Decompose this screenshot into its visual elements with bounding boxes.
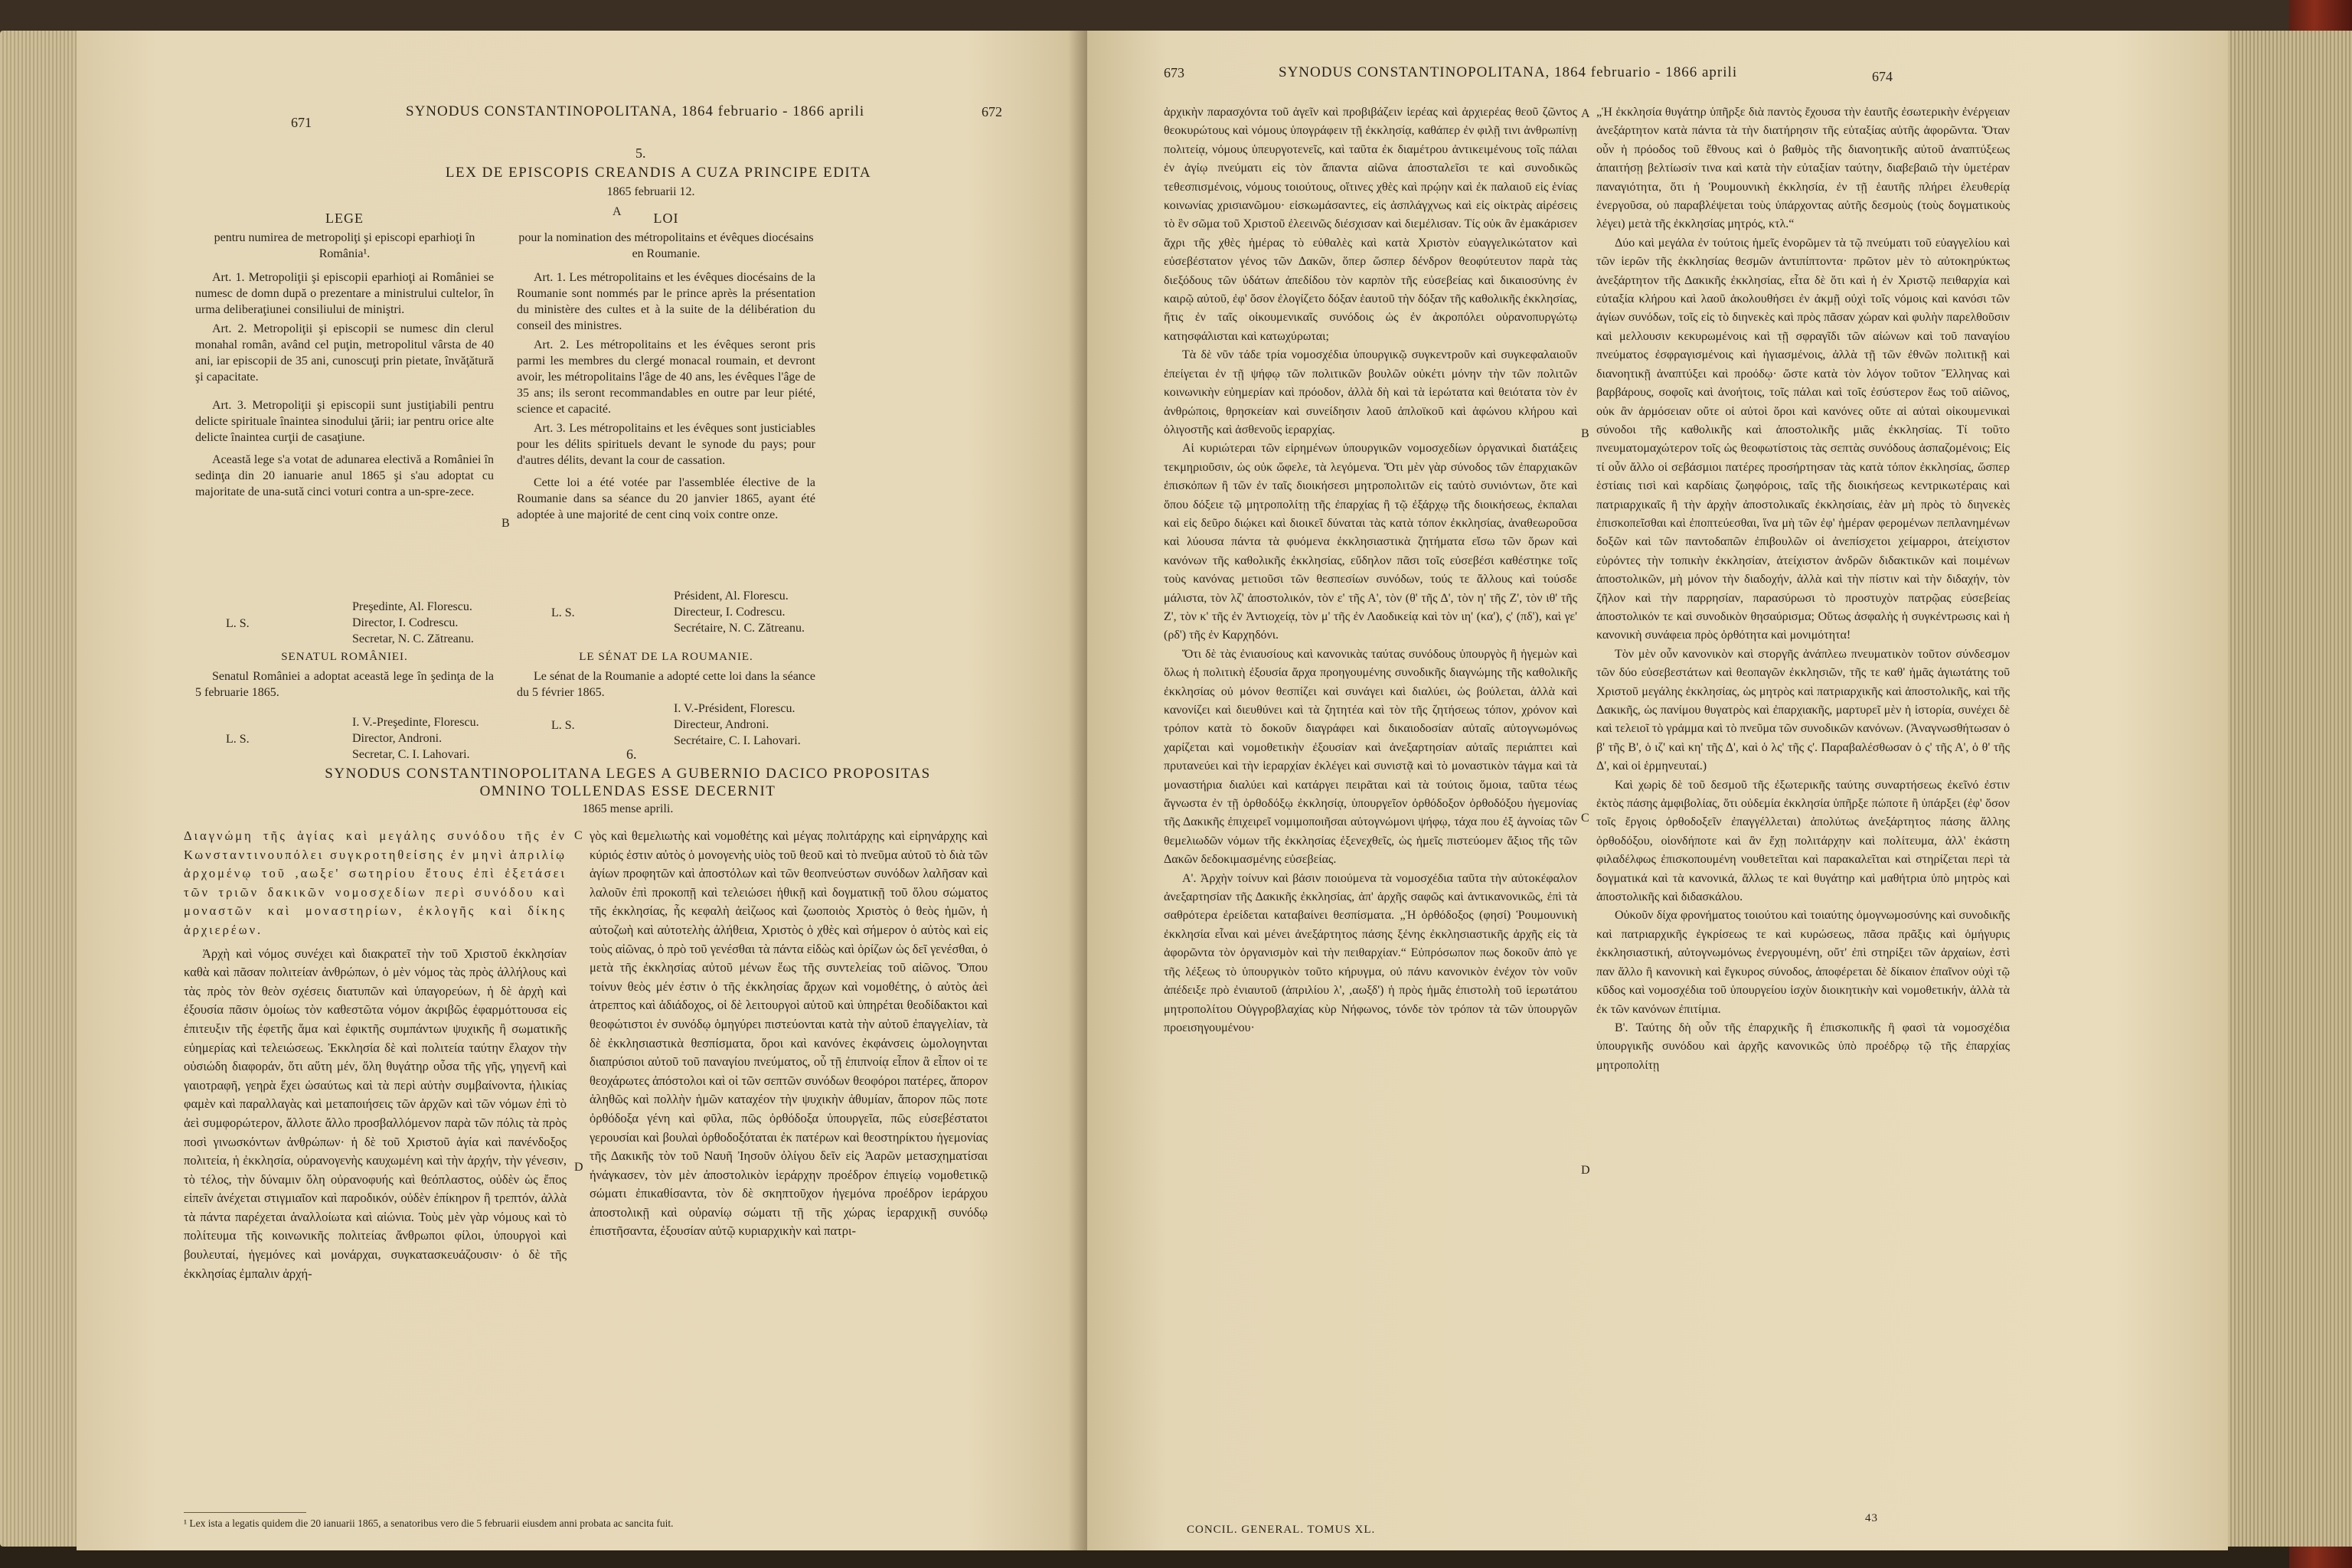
signatures	[674, 701, 801, 749]
signature-line: Secrétaire, N. C. Zătreanu.	[674, 622, 805, 635]
section-number: 6.	[626, 746, 637, 762]
greek-column-right	[1596, 103, 2010, 1075]
section-date: 1865 februarii 12.	[606, 185, 695, 198]
signature-line: Directeur, Androni.	[674, 718, 769, 731]
column-marker: D	[1581, 1164, 1590, 1177]
greek-paragraph: Αἱ κυριώτεραι τῶν εἰρημένων ὑπουργικῶν νομοσχεδίων ὀργανικαὶ διατάξεις τεκμηριοῦσιν, ὡς οὐκ ὤφελε, τὰ λεγόμενα. Ὅτι μὲν γὰρ σύνοδος τῶν ἐπαρχιακῶν ἐπισκόπων ἢ τῶν ἐν ταῖς διοικήσεσι μητροπολιτῶν εἰς ταὐτὸ συνιόντων, ὅτε καὶ ὅπου δόξειε τῷ μητροπολίτῃ τῆς ἐπαρχίας ἢ τῷ ἐξάρχῳ τῆς διοικήσεως, ἐκπαλαι καὶ εἰς δεῦρο διῴκει καὶ διοικεῖ δύναται τὰς κατὰ τόπον ἐκκλησίας, ἀναθεωροῦσα καὶ λύουσα πάντα τὰ φυόμενα ἐκκλησιαστικὰ ζητήματα εἴσω τῶν ὅρων καὶ κανόνων τῆς καθολικῆς ἐκκλησίας, εὔδηλον πᾶσι τοῖς εὐσεβέσι καθέστηκε τοῖς τοὺς κανόνας μετιοῦσι τῶν θεσπεσίων συνόδων, τούς τε ἄλλους καὶ τούσδε μάλιστα, τὸν λζ' ἀποστολικόν, τὸν ε' τῆς Α', τὸν (θ' τῆς Δ', τὸν η' τῆς Ζ', τὸν ιθ' τῆς Ζ', τὸν κ' τῆς ἐν Ἀντιοχείᾳ, τὸν μ' τῆς ἐν Λαοδικείᾳ καὶ τὸν ιη' (κα'), ς' (πδ'), καὶ γε' (ρδ') τῆς ἐν Καρχηδόνι.	[1164, 442, 1577, 642]
signature-line: Director, Androni.	[352, 732, 443, 745]
article-3: Art. 3. Les métropolitains et les évêques sont justiciables pour les délits spirituels devant le synode du pays; pour d'autres délits, devant la cour de cassation.	[517, 422, 815, 467]
greek-column-left	[184, 827, 567, 1283]
greek-paragraph: Οὐκοῦν δίχα φρονήματος τοιούτου καὶ τοιαύτης ὁμογνωμοσύνης καὶ συνοδικῆς καὶ πατριαρχικῆς ἐγκρίσεως τε καὶ κυρώσεως, πᾶσα πρᾶξις καὶ ὁμήγυρις ἐκκλησιαστική, αὐτογνωμόνως ἐνεργουμένη, οὔτ' ἐπὶ στηρίξει τῶν ἀρχαίων, ἐστὶ παν ἄλλο ἢ κανονικὴ καὶ ἔγκυρος σύνοδος, ἀποφέρεται δὲ δίκαιον ἐπαῖνον οὐχὶ τῷ κῦδος καὶ νομοσχέδια τοῦ ὑπουργείου ἰσχὺν διοικητικὴν καὶ νομοθετικήν, ἀλλὰ τὰ ἐκ τῶν κανόνων ἐπιτίμια.	[1596, 909, 2010, 1016]
right-page	[1087, 31, 2228, 1550]
signature-line: I. V.-Preşedinte, Florescu.	[352, 716, 479, 729]
seal-label: L. S.	[551, 719, 575, 732]
column-marker: B	[1581, 427, 1589, 440]
section-title: SYNODUS CONSTANTINOPOLITANA LEGES A GUBERNIO DACICO PROPOSITAS	[325, 766, 931, 782]
greek-paragraph: „Ἡ ἐκκλησία θυγάτηρ ὑπῆρξε διὰ παντὸς ἔχουσα τὴν ἑαυτῆς ἐσωτερικὴν ἐνέργειαν ἀνεξάρτητον κατὰ πάντα τὰ τὴν διατήρησιν τῆς εὐταξίας αὐτῆς ἀφορῶντα. Ὅταν οὖν ἡ πρόοδος τοῦ ἔθνους καὶ ὁ βαθμὸς τῆς διανοητικῆς αὐτοῦ ἀναπτύξεως ἀπαιτήσῃ βελτίωσίν τινα καὶ κατὰ τὴν εὐταξίαν ταύτην, διαβεβαιῶ τὴν ὑμετέραν παναγιότητα, ὅτι ἡ Ῥουμουνικὴ ἐκκλησία, ἐν τῇ ἑαυτῆς πλήρει ἐλευθερίᾳ ἐνεργοῦσα, οὐ παραβλέψεται τοὺς ὑπάρχοντας αὐτῆς δεσμοὺς (τοὺς δογματικοὺς λέγει) μετὰ τῆς ἐκκλησίας μητρός, κτλ.“	[1596, 106, 2010, 231]
decree-title: Διαγνώμη τῆς ἁγίας καὶ μεγάλης συνόδου τῆς ἐν Κωνσταντινουπόλει συγκροτηθείσης ἐν μηνὶ ἀπριλίῳ ἀρχομένῳ τοῦ ,αωξε' σωτηρίου ἔτους ἐπὶ ἐξετάσει τῶν τριῶν δακικῶν νομοσχεδίων περὶ συνόδου καὶ μοναστῶν καὶ μοναστηρίων, ἐκλογῆς καὶ δίκης ἀρχιερέων.	[184, 828, 567, 937]
section-date: 1865 mense aprili.	[582, 802, 674, 815]
law-intro: pour la nomination des métropolitains et évêques diocésains en Roumanie.	[518, 231, 814, 260]
page-number: 671	[291, 115, 312, 130]
page-edges-right	[2220, 31, 2352, 1547]
running-head: SYNODUS CONSTANTINOPOLITANA, 1864 februario - 1866 aprili	[406, 103, 865, 119]
column-marker: D	[574, 1161, 583, 1174]
signature-line: Président, Al. Florescu.	[674, 590, 789, 603]
greek-column-right	[590, 827, 988, 1241]
signature-line: Preşedinte, Al. Florescu.	[352, 600, 472, 613]
seal-label: L. S.	[226, 617, 250, 630]
signature-line: I. V.-Président, Florescu.	[674, 702, 795, 715]
column-marker: C	[1581, 812, 1589, 825]
vote-note: Această lege s'a votat de adunarea electivă a României în sedinţa din 20 ianuarie anul 1865 şi s'au adoptat cu majoritate de una-sută cinci voturi contra a un-spre-zece.	[195, 453, 494, 498]
signature-line: Secrétaire, C. I. Lahovari.	[674, 734, 801, 747]
signature-line: Directeur, I. Codrescu.	[674, 606, 786, 619]
page-number: 672	[982, 104, 1002, 119]
article-2: Art. 2. Metropoliţii şi episcopii se numesc din clerul monahal român, având cel puţin, metropolitul vârsta de 40 ani, iar episcopii de 35 ani, cunoscuţi prin pietate, învăţătură şi capacitate.	[195, 322, 494, 384]
greek-paragraph: Δύο καὶ μεγάλα ἐν τούτοις ἡμεῖς ἐνορῶμεν τὰ τῷ πνεύματι τοῦ εὐαγγελίου καὶ τῶν ἱερῶν τῆς ἐκκλησίας θεσμῶν ἀντιπίπτοντα· πρῶτον μὲν τὸ αὐτοκηρύκτως ἀνεξάρτητον τῆς Δακικῆς ἐκκλησίας, εἶτα δὲ ὅτι καὶ ἡ ἐν Χριστῷ πειθαρχία καὶ εὐταξία κλήρου καὶ λαοῦ ἀκολουθήσει ἐν ἀκμῇ οὐχὶ τοῖς νόμοις καὶ κανόσι τῶν ἁγίων συνόδων, τοῖς εἰς τὸ διηνεκὲς καὶ πρὸς πᾶσαν χώραν καὶ φυλὴν παρελθοῦσιν καὶ μελλουσιν κεκυρωμένοις καὶ τῇ σφραγῖδι τῶν αἰώνων καὶ τοῦ παναγίου πνεύματος ἐσφραγισμένοις καὶ ἡγιασμένοις, ἀλλὰ τῇ τῶν ἐθνῶν πολιτικῇ καὶ διανοητικῇ ἀναπτύξει καὶ προόδῳ· ὥστε κατὰ τὸν λόγον τοῦτον Ἕλληνας καὶ βαρβάρους, σοφοῖς καὶ ἀνοήτοις, τοῖς πάλαι καὶ τοῖς ἐσύστερον ἕως τοῦ αἰῶνος, οὐκ ἂν ἀρμόσειαν οὔτε οἱ αὐτοὶ ὅροι καὶ κανόνες οὔτε αἱ αὐταὶ οἰκουμενικαὶ σύνοδοι τῆς καθολικῆς καὶ ἀποστολικῆς μιᾶς ἐκκλησίας. Τί τοῦτο πνευματομαχώτερον τοῖς ὡς θεοφωτίστοις τὰς σεπτὰς συνόδους ἀσπαζομένοις; Εἰς τί οὖν ἄλλο οἱ σεβάσμιοι πατέρες προσήρτησαν τὰς κατὰ τόπον ἐκκλησίας, ὥσπερ ἑστίαις τισὶ καὶ καρδίαις ζωηφόροις, ταῖς τῆς διοικήσεως κεντρικωτέραις καὶ πατριαρχικαῖς ἢ τὴν ἀρχὴν ἀποστολικαῖς ἐκκλησίαις, ἐὰν μὴ πρὸς τὸ διηνεκὲς ἐπισκοπεῖσθαι καὶ ἐποπτεύεσθαι, ἵνα μὴ τῶν ἐφ' ἡμέραν φερομένων πεπλανημένων δοξῶν καὶ τῶν παντοδαπῶν ἐπιβουλῶν οἱ ἀνεπίσχετοι χείμαρροι, ἀτείχιστον εὑρόντες τὴν τοπικὴν ἐκκλησίαν, ἀτείχιστον ἀνδρῶν διδακτικῶν καὶ ποιμένων ἀποστολικῶν, μὴ μόνον τὴν διαδοχήν, ἀλλὰ καὶ τὴν πίστιν καὶ τὴν διδαχήν, τὸν ζῆλον καὶ τὴν παρρησίαν, παρασύρωσι τὸ προστυχὸν πατρῷας εὐσεβείας ἀποστολικόν τε καὶ συνοδικὸν θησαύρισμα; Οὕτως ἀσφαλὴς ἡ συγκέντρωσις καὶ ἡ κανονικὴ συνάφεια πρὸς ὀρθότητα καὶ μονιμότητα!	[1596, 236, 2010, 642]
article-2: Art. 2. Les métropolitains et les évêques seront pris parmi les membres du clergé monacal roumain, et devront avoir, les métropolitains l'âge de 40 ans, les évêques l'âge de 35 ans; ils seront recommandables en outre par leur piété, science et capacité.	[517, 338, 815, 416]
senate-heading: SENATUL ROMÂNIEI.	[281, 651, 408, 663]
column-marker: C	[574, 829, 583, 842]
signatures	[352, 599, 474, 647]
greek-column-left	[1164, 103, 1577, 1037]
senate-text: Senatul României a adoptat această lege în şedinţa de la 5 februarie 1865.	[195, 670, 494, 699]
greek-paragraph: γὸς καὶ θεμελιωτὴς καὶ νομοθέτης καὶ μέγας πολιτάρχης καὶ εἰρηνάρχης καὶ κύριός ἐστιν αὐτὸς ὁ μονογενὴς υἱὸς τοῦ θεοῦ καὶ τὸ πνεῦμα αὐτοῦ τὸ διὰ τῶν ἁγίων προφητῶν καὶ ἀποστόλων καὶ τῶν θεοπνεύστων συνόδων λαλῆσαν καὶ λαλοῦν ἐπὶ προκοπῇ καὶ τελειώσει ἡθικῇ καὶ δογματικῇ τοῦ ὅλου σώματος τῆς ἐκκλησίας, ἧς κεφαλὴ ἀεὶζωος καὶ ζωοποιὸς Χριστὸς ὁ θεὸς ἡμῶν, ἡ αὐτοζωὴ καὶ αὐτοτελὴς ἀλήθεια, Χριστὸς ὁ χθὲς καὶ σήμερον ὁ αὐτὸς καὶ εἰς τοὺς αἰῶνας, ὁ πρὸ τοῦ γενέσθαι τὰ πάντα εἰδὼς καὶ ὁρίζων ὡς δεῖ γενέσθαι, ὁ μετὰ τῆς ἐκκλησίας αὐτοῦ μένων ἕως τῆς συντελείας τοῦ αἰῶνος. Ὅπου τοίνυν θεὸς μέν ἐστιν ὁ τῆς ἐκκλησίας ἄρχων καὶ νομοθέτης, ὁ αὐτὸς ἀεὶ ἀτρεπτος καὶ ἀδιάδοχος, οἱ δὲ λειτουργοὶ αὐτοῦ καὶ ὑπηρέται θεοδίδακτοι καὶ θεοφώτιστοι ἐν συνόδῳ ὁμηγύρει πιστεύονται κατὰ τὴν αὐτοῦ ἐπαγγελίαν, τὰ δὲ ἐκκλησιαστικὰ θεσπίσματα, ὅροι καὶ κανόνες ἐκφάνσεις ὡμολογηνται διαπρύσιοι αὐτοῦ τοῦ παναγίου πνεύματος, οὗ τῇ ἐπιπνοίᾳ εἶπον ἃ εἶπον οἱ τε θεοχάρωτες ἀπόστολοι καὶ οἱ τῶν σεπτῶν συνόδων θεοφόροι πατέρες, ἄπορον ἀληθῶς καὶ πολλὴν ἡμῶν καταχέον τὴν ψυχικὴν ἀθυμίαν, ἄπορον πῶς ποτε ὀρθόδοξα γένη καὶ φῦλα, πῶς ὀρθόδοξα ὑπουργεῖα, πῶς εὐσεβέστατοι γερουσίαι καὶ βουλαὶ ὀρθοδοξόταται ἐκ πατέρων καὶ θεοστηρίκτου ἡγεμονίας τῆς Δακικῆς τὸν τοῦ Ναυῆ Ἰησοῦν ὀλίγου δεῖν εἰς Ἀαρῶν μετασχηματίσαι ἠνάγκασεν, τὸν μὲν ἀποστολικὸν ἱεράρχην προέδρον ἐπιγείῳ νομοθετικῷ σώματι ἐπικαθίσαντα, τὸν δὲ σκηπτοῦχον ἡγεμόνα προέδρον ἱεράρχου ἀποστολικῇ καὶ οὐρανίῳ σώματι τῇ τῆς χώρας ἱεραρχικῇ συνόδῳ ἐπιστῆσαντα, ἐξουσίαν αὐτῷ κυριαρχικὴν καὶ πατρι-	[590, 828, 988, 1239]
seal-label: L. S.	[226, 733, 250, 746]
column-heading: LEGE	[325, 211, 364, 226]
greek-paragraph: Ἀρχὴ καὶ νόμος συνέχει καὶ διακρατεῖ τὴν τοῦ Χριστοῦ ἐκκλησίαν καθὰ καὶ πᾶσαν πολιτείαν ἀνθρώπων, ὁ μὲν νόμος τὰς πρὸς ἀλλήλους καὶ τὰς πρὸς τὸν θεὸν σχέσεις διατυπῶν καὶ ὑπαγορεύων, ἡ δὲ ἀρχὴ καὶ ἐξουσία πᾶσιν ὁμοίως τὸν καθεστῶτα νόμον ἀκριβῶς ἐφαρμόττουσα εἰς ἐπιτευξιν τῆς ἐφετῆς ἅμα καὶ ἐφικτῆς συμπάντων ψυχικῆς ἢ σωματικῆς εὐημερίας καὶ τελειώσεως. Ἐκκλησία δὲ καὶ πολιτεία ταύτην ἔλαχον τὴν οὐσιώδη διαφοράν, ὅτι αὕτη μέν, ὅλη θυγάτηρ οὖσα τῆς γῆς, γηγενῆ καὶ γαιοτραφῆ, γεηρὰ ἔχει ὡσαύτως καὶ τὰ περὶ αὐτὴν συμβαίνοντα, ἡλικίας φαμὲν καὶ παραλλαγὰς καὶ μεταποιήσεις τῶν ἀρχῶν καὶ τῶν νόμων ἐπὶ τὸ ἀεὶ συμφορώτερον, ἄλλοτε ἄλλο προσβαλλόμενον παρὰ τῶν πόλις τὰ πρὸς ποσὶ γινωσκόντων ἀνθρώπων· ἡ δὲ τοῦ Χριστοῦ ἁγία καὶ πανένδοξος πολιτεία, ἡ ἐκκλησία, οὐρανογενὴς καυχωμένη καὶ τὴν ἀρχήν, τὴν γένεσιν, τὸ τέλος, τὴν δύναμιν ὅλη οὐρανοφυής καὶ θεόπλαστος, οὐδὲν ὡς ἔπος εἰπεῖν ἀνέχεται στιγμιαῖον καὶ παροδικόν, οὐδὲν ἐπίκηρον ἢ τρεπτόν, ἀλλὰ τὰ πάντα παρέχεται ἀναλλοίωτα καὶ αἰώνια. Τοὺς μὲν γὰρ νόμους καὶ τὸ πολίτευμα τῆς κοινωνικῆς πολιτείας ἄνθρωποι φίλοι, ὑπουργοὶ καὶ βουλευταί, ἡγεμόνες καὶ μονάρχαι, συγκατασκευάζουσιν· ὁ δὲ τῆς ἐκκλησίας ἐμπαλιν ἀρχή-	[184, 946, 567, 1281]
gathering-mark: 43	[1865, 1512, 1878, 1524]
column-marker: B	[501, 517, 510, 530]
footnote-rule	[184, 1512, 306, 1513]
signatures	[674, 588, 805, 636]
greek-paragraph: Β'. Ταύτης δὴ οὖν τῆς ἐπαρχικῆς ἢ ἐπισκοπικῆς ἢ φασὶ τὰ νομοσχέδια ὑπουργικῆς συνόδου καὶ ἀρχῆς κανονικῶς ὑπὸ προέδρῳ τῷ τῆς ἐπαρχίας μητροπολίτῃ	[1596, 1021, 2010, 1072]
signatures	[352, 714, 479, 763]
signature-line: Secretar, N. C. Zătreanu.	[352, 632, 474, 645]
romanian-senate	[195, 649, 494, 704]
greek-paragraph: Καὶ χωρὶς δὲ τοῦ δεσμοῦ τῆς ἐξωτερικῆς ταύτης συναρτήσεως ἐκεῖνό ἐστιν ἐκτὸς πάσης ἀμφιβολίας, ὅτι οὐδεμία ἐκκλησία ὑπῆρξε πώποτε ἢ ὑπάρξει (ἐφ' ὅσον τοῖς ἔργοις ὀρθοδοξεῖν ἐπαγγέλλεται) ἀπολύτως ἀνεξάρτητος πάσης ἄλλης ὀρθοδόξου, οἱονδήποτε καὶ ἂν ἔχῃ πολιτάρχην καὶ πολίτευμα, ἀλλ' ἑκάστη φιλαδέλφως ἐπισκοπουμένη νουθετεῖται καὶ παρακαλεῖται καὶ στηρίζεται περὶ τὰ δογματικά καὶ τὰ κανονικά, ἄλλως τε καὶ θυγάτηρ καὶ μαθήτρια ὑπὸ μητρὸς καὶ ἀποστολικῆς καὶ διδασκάλου.	[1596, 778, 2010, 904]
vote-note: Cette loi a été votée par l'assemblée élective de la Roumanie dans sa séance du 20 janvier 1865, ayant été adoptée à une majorité de cent cinq voix contre onze.	[517, 476, 815, 521]
page-number: 674	[1872, 69, 1893, 84]
greek-paragraph: ἀρχικὴν παρασχόντα τοῦ ἀγεῖν καὶ προβιβάζειν ἱερέας καὶ ἀρχιερέας θεοῦ ζῶντος θεοκυρώτους καὶ νόμους ὑπογράφειν τῇ ἐκκλησίᾳ, καθάπερ ἐν φιλῇ τινι ἀνθρωπίνῃ πολιτείᾳ, νόμους ὑπευργοτενεῖς, καὶ ταῦτα ἐκ διαμέτρου ἀντικειμένους τοῖς πάλαι ἐν ἁγίῳ πνεύματι εἰς τὸν ἅπαντα αἰῶνα ἀποσταλεῖσι τε καὶ συνοδικῶς τεθεσπισμένοις, νόμους τοιούτους, οἵτινες χθὲς καὶ πρῴην καὶ ἐκ παλαιοῦ εἰς ἑνίας κοινωνίας χρισιανῶμου· εἰσκωμάσαντες, εἰς ἀσπλάγχνως καὶ εἰς οἰκτρὰς αἱρέσεις τὸ ἓν σῶμα τοῦ Χριστοῦ ἐλεεινῶς διέσχισαν καὶ διεμέλισαν. Τίς οὐκ ἂν ἐμακάρισεν ἄχρι τῆς χθὲς ἡμέρας τὸ εὐθαλὲς καὶ κατὰ Χριστὸν εὐαγγελικώτατον καὶ εὐσεβέστατον γένος τῶν Δακῶν, ὅπερ ὥσπερ δένδρον θεοφύτευτον παρὰ τὰς διεξόδους τῶν ὑδάτων ἀπεδίδου τὸν καρπὸν τῆς εὐσεβείας καὶ δικαιοσύνης ἐν καιρῷ αὐτοῦ, ἐφ' ὅσον ἐλογίζετο δόξαν ἑαυτοῦ τὴν δόξαν τῆς καθολικῆς ἐκκλησίας, ἥτις ἐν ταῖς οἰκουμενικαῖς συνόδοις ὡς ἐν ἀκροπόλει οὐρανοπυργώτῳ κατησφάλισται καὶ κατωχύρωται;	[1164, 106, 1577, 343]
section-title: LEX DE EPISCOPIS CREANDIS A CUZA PRINCIPE EDITA	[445, 165, 872, 181]
law-intro: pentru numirea de metropoliţi şi episcopi eparhioţi în România¹.	[214, 231, 475, 260]
left-page	[77, 31, 1087, 1550]
greek-paragraph: Τὰ δὲ νῦν τάδε τρία νομοσχέδια ὑπουργικῷ συγκεντροῦν καὶ συγκεφαλαιοῦν ἐπείγεται ἐν τῇ ψήφῳ τῶν πολιτικῶν βουλῶν οὐκέτι μόνην τὴν τῶν πολιτῶν κοινωνικὴν εὐημερίαν καὶ πρόοδον, ἀλλὰ δὴ καὶ τὰ ἱερώτατα καὶ θειότατα τὸν ἐν ἀνθρώποις, θρησκείαν καὶ συνείδησιν λαοῦ ἀπλοϊκοῦ καὶ ἀφώνου κλήρου καὶ ὀλιγοστῆς καὶ ἀσθενοῦς ἱεραρχίας.	[1164, 348, 1577, 436]
article-1: Art. 1. Metropoliţii şi episcopii eparhioţi ai României se numesc de domn după o prezentare a ministrului cultelor, în urma deliberaţiunei consiliului de miniştri.	[195, 271, 494, 316]
signature-line: Secretar, C. I. Lahovari.	[352, 748, 470, 761]
greek-paragraph: Τὸν μὲν οὖν κανονικὸν καὶ στοργῆς ἀνάπλεω πνευματικὸν τοῦτον σύνδεσμον τῶν δύο εὐσεβεστάτων καὶ θεοπαγῶν ἐκκλησιῶν, τῆς τε καθ' ἡμᾶς ἁγιωτάτης τοῦ Χριστοῦ μεγάλης ἐκκλησίας, ὡς μητρὸς καὶ πατριαρχικῆς καὶ ἀποστολικῆς, καὶ τῆς Δακικῆς, ὡς πανίμου θυγατρὸς καὶ ἐπαρχιακῆς, μαρτυρεῖ μὲν ἡ ἱστορία, συνέχει δὲ καὶ τελειοῖ τὸ γράμμα καὶ τὸ πνεῦμα τῶν συνοδικῶν κανόνων. (Ἀναγνωσθήτωσαν ὁ β' τῆς Β', ὁ ιζ' καὶ κη' τῆς Δ', καὶ ὁ λς' τῆς ς'. Παραβαλέσθωσαν ὁ ς' τῆς Α', ὁ θ' τῆς Δ', καὶ οἱ ἑρμηνευταί.)	[1596, 647, 2010, 773]
romanian-column	[195, 211, 494, 503]
greek-paragraph: Α'. Ἀρχὴν τοίνυν καὶ βάσιν ποιούμενα τὰ νομοσχέδια ταῦτα τὴν αὐτοκέφαλον ἀνεξαρτησίαν τῆς Δακικῆς ἐκκλησίας, ἀπ' ἀρχῆς σαφῶς καὶ ἀντικανονικῶς, ἐπὶ τὰ σαθρότερα ἐρείδεται καταβαίνει θεσπίσματα. „Ἡ ὀρθόδοξος (φησί) Ῥουμουνικὴ ἐκκλησία εἶναι καὶ μένει ἀνεξάρτητος πάσης ξένης ἐκκλησιαστικῆς ἀρχῆς εἰς τὰ ἀφορῶντα τὸν ὀργανισμὸν καὶ τὴν πειθαρχίαν.“ Εὐπρόσωπον πως δοκοῦν ἀπὸ γε τῆς λέξεως τὸ ὑπουργικὸν τοῦτο κήρυγμα, οὐ πάνυ κανονικὸν ἐνέχον τὸν νοῦν ἀπέδειξε πρὸ ἐνιαυτοῦ (ἀπριλίου λ', ,αωξδ') ἡ πρὸς ἡμᾶς ἐπιστολὴ τοῦ ἱερωτάτου μητροπολίτου Οὐγγροβλαχίας κὺρ Νήφωνος, τόνδε τὸν τρόπον τὰ τῶν ὑπουργῶν προεισηγουμένου·	[1164, 871, 1577, 1034]
page-edges-left	[0, 31, 84, 1547]
signature-line: Director, I. Codrescu.	[352, 616, 459, 629]
senate-heading: LE SÉNAT DE LA ROUMANIE.	[579, 651, 753, 663]
running-head: SYNODUS CONSTANTINOPOLITANA, 1864 februario - 1866 aprili	[1279, 64, 1738, 80]
greek-paragraph: Ὅτι δὲ τὰς ἐνιαυσίους καὶ κανονικὰς ταύτας συνόδους ὑπουργὸς ἢ ἡγεμὼν καὶ ὅλως ἡ πολιτικὴ ἐξουσία ἄρχα προηγουμένης συνοδικῆς διαγνώμης τῆς καθολικῆς ἐκκλησίας οὐ μόνον θεσπίζει καὶ συνάγει καὶ διαλύει, ὡς βούλεται, ἀλλὰ καὶ κανονίζει καὶ διευθύνει καὶ τὰ ζητητέα καὶ τὸν τῆς ζητήσεως τόπον, χρόνον καὶ τρόπον κατὰ τὸ δοκοῦν διαγράφει καὶ δικαιοδοσίαν αὐταῖς αὐτογνωμόνως χαρίζεται καὶ νομοθετικὴν ἐξουσίαν καὶ ἀνεξαρτησίαν αὐταῖς περιάπτει καὶ πρυτανεύει καὶ τὴν ἱεραρχίαν ἐκλέγει καὶ συνιστᾷ καὶ τὸ μοναστικὸν τάγμα καὶ τὰ μοναστήρια διαλύει καὶ κατάργει πειρᾶται καὶ τὰ τούτοις ὅμοια, ταῦτα τέως ἄγνωστα ἐν τῇ ὀρθοδόξῳ ἐκκλησίᾳ, ὑπουργεῖον ὀρθόδοξον ὀρθοδόξου ἡγεμονίας τῆς Δακικῆς ἐπιχειρεῖ νομιμοποιῆσαι αὐτογνώμονι ψήφῳ, τάχα που ἐξ ἀγνοίας τῶν θεμελιωδῶν νόμων τῆς ἐκκλησίας ἐξενεχθεῖς, ὡς ἡμεῖς πιστεύομεν ἄξιος τῆς τῶν Δακῶν δεδοκιμασμένης εὐσεβείας.	[1164, 647, 1577, 867]
french-senate	[517, 649, 815, 704]
senate-text: Le sénat de la Roumanie a adopté cette loi dans la séance du 5 février 1865.	[517, 670, 815, 699]
seal-label: L. S.	[551, 606, 575, 619]
column-heading: LOI	[653, 211, 679, 226]
section-number: 5.	[635, 145, 646, 161]
volume-signature: CONCIL. GENERAL. TOMUS XL.	[1187, 1524, 1376, 1536]
article-1: Art. 1. Les métropolitains et les évêques diocésains de la Roumanie sont nommés par le prince après la présentation du ministère des cultes et à la suite de la délibération du conseil des ministres.	[517, 271, 815, 332]
page-number: 673	[1164, 65, 1184, 80]
footnote: ¹ Lex ista a legatis quidem die 20 ianuarii 1865, a senatoribus vero die 5 februarii eiusdem anni probata ac sancita fuit.	[184, 1517, 674, 1529]
column-marker: A	[612, 205, 622, 218]
article-3: Art. 3. Metropoliţii şi episcopii sunt justiţiabili pentru delicte spirituale înaintea sinodului ţării; iar pentru orice alte delicte înaintea curţii de casaţiune.	[195, 399, 494, 444]
french-column	[517, 211, 815, 526]
column-marker: A	[1581, 107, 1590, 120]
section-title: OMNINO TOLLENDAS ESSE DECERNIT	[479, 783, 776, 799]
